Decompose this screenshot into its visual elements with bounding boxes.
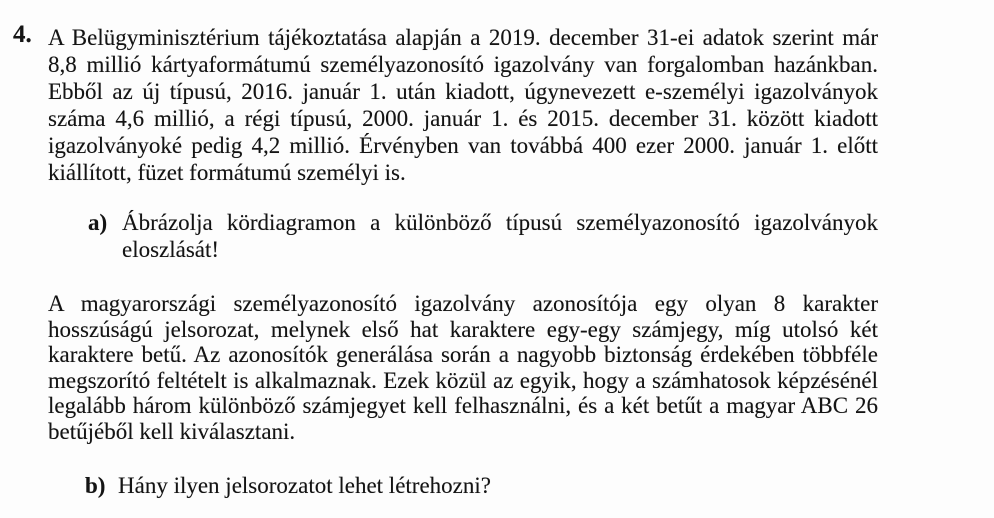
middle-line: betűjéből kell kiválasztani.: [48, 418, 296, 444]
middle-line: A magyarországi személyazonosító igazolvány azonosítója egy olyan 8 karakter: [48, 291, 878, 316]
intro-line: 8,8 millió kártyaformátumú személyazonosító igazolvány van forgalomban hazánkban.: [48, 52, 878, 77]
part-a: [88, 209, 878, 263]
middle-line: megszorító feltételt is alkalmaznak. Ezek közül az egyik, hogy a számhatosok képzésénél: [48, 367, 878, 393]
part-a-text: [122, 209, 878, 263]
part-b-text: Hány ilyen jelsorozatot lehet létrehozni?: [118, 473, 491, 498]
middle-line: legalább három különböző számjegyet kell felhasználni, és a két betűt a magyar ABC 26: [48, 393, 878, 418]
intro-line: Ebből az új típusú, 2016. január 1. után kiadott, úgynevezett e-személyi igazolványok: [48, 79, 878, 104]
problem-number: 4.: [13, 21, 32, 48]
intro-paragraph: [48, 24, 878, 186]
part-a-line: eloszlását!: [122, 237, 220, 262]
part-b-label: b): [85, 473, 106, 498]
part-b: [85, 472, 875, 499]
middle-paragraph: [48, 291, 878, 444]
intro-line: kiállított, füzet formátumú személyi is.: [48, 160, 406, 185]
part-a-line: Ábrázolja kördiagramon a különböző típusú személyazonosító igazolványok: [122, 210, 878, 235]
part-a-label: a): [88, 210, 108, 235]
intro-line: igazolványoké pedig 4,2 millió. Érvényben van továbbá 400 ezer 2000. január 1. előtt: [48, 133, 878, 158]
middle-line: hosszúságú jelsorozat, melynek első hat karaktere egy-egy számjegy, míg utolsó két: [48, 316, 878, 342]
middle-line: karaktere betű. Az azonosítók generálása során a nagyobb biztonság érdekében többféle: [48, 342, 878, 367]
intro-line: száma 4,6 millió, a régi típusú, 2000. január 1. és 2015. december 31. között kiadott: [48, 106, 878, 131]
intro-line: A Belügyminisztérium tájékoztatása alapján a 2019. december 31-ei adatok szerint már: [48, 25, 878, 50]
